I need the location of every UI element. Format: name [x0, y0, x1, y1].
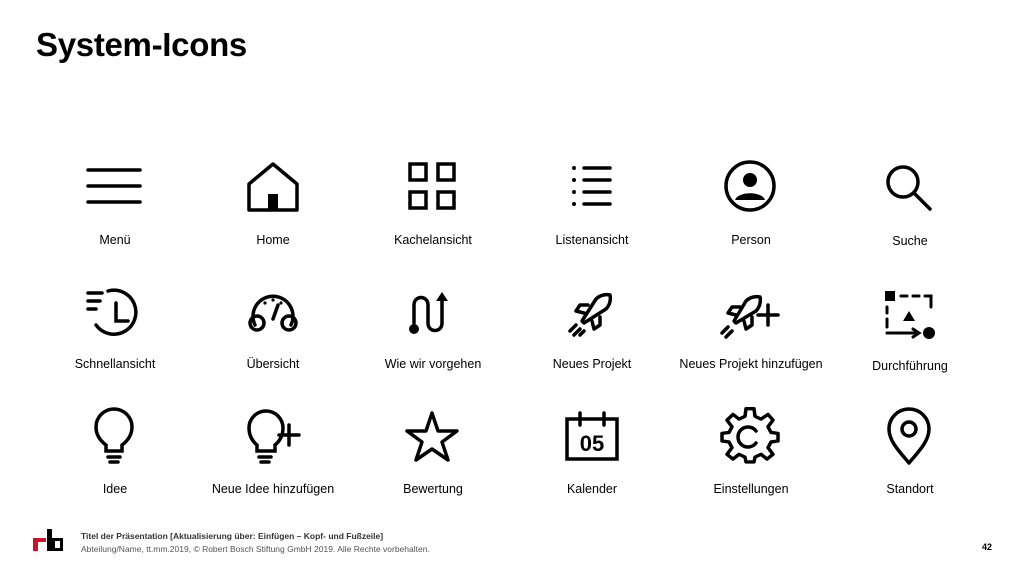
icon-label-neues-projekt: Neues Projekt [552, 357, 632, 371]
icon-label-schnellansicht: Schnellansicht [74, 357, 156, 371]
icon-label-neue-idee-hinzufuegen: Neue Idee hinzufügen [211, 482, 335, 496]
icon-label-einstellungen: Einstellungen [713, 482, 789, 496]
slide-title: System-Icons [36, 26, 247, 63]
list-view-icon [560, 154, 624, 218]
icon-label-idee: Idee [102, 482, 128, 496]
page-number: 42 [981, 542, 992, 552]
rocket-icon [560, 281, 624, 345]
footer-subline: Abteilung/Name, tt.mm.2019, © Robert Bosch Stiftung GmbH 2019. Alle Rechte vorbehalten. [81, 544, 430, 554]
icon-label-home: Home [256, 233, 290, 247]
icon-label-person: Person [731, 233, 771, 247]
calendar-date: 05 [579, 431, 605, 456]
person-icon [718, 154, 782, 218]
icon-label-kalender: Kalender [566, 482, 618, 496]
menu-icon [82, 154, 146, 218]
gear-icon [718, 405, 782, 469]
icon-label-uebersicht: Übersicht [246, 357, 300, 371]
icon-label-neues-projekt-hinzufuegen: Neues Projekt hinzufügen [679, 357, 823, 371]
process-path-icon [400, 281, 464, 345]
dashboard-icon [241, 281, 305, 345]
icon-label-menu: Menü [99, 233, 131, 247]
rbs-logo [33, 529, 63, 551]
search-icon [877, 156, 941, 220]
lightbulb-icon [82, 405, 146, 469]
execution-flow-icon [877, 283, 941, 347]
icon-label-bewertung: Bewertung [403, 482, 463, 496]
icon-label-suche: Suche [892, 234, 928, 248]
home-icon [241, 154, 305, 218]
location-pin-icon [877, 405, 941, 469]
lightbulb-add-icon [241, 405, 305, 469]
footer-presentation-title: Titel der Präsentation [Aktualisierung über: Einfügen – Kopf- und Fußzeile] [81, 531, 384, 541]
icon-label-wie-wir-vorgehen: Wie wir vorgehen [384, 357, 482, 371]
icon-label-kachelansicht: Kachelansicht [394, 233, 472, 247]
icon-label-listenansicht: Listenansicht [555, 233, 629, 247]
calendar-icon [560, 405, 624, 469]
icon-label-durchfuehrung: Durchführung [872, 359, 948, 373]
icon-label-standort: Standort [886, 482, 934, 496]
rocket-add-icon [718, 281, 782, 345]
star-icon [400, 405, 464, 469]
quick-view-icon [82, 281, 146, 345]
tile-view-icon [400, 154, 464, 218]
